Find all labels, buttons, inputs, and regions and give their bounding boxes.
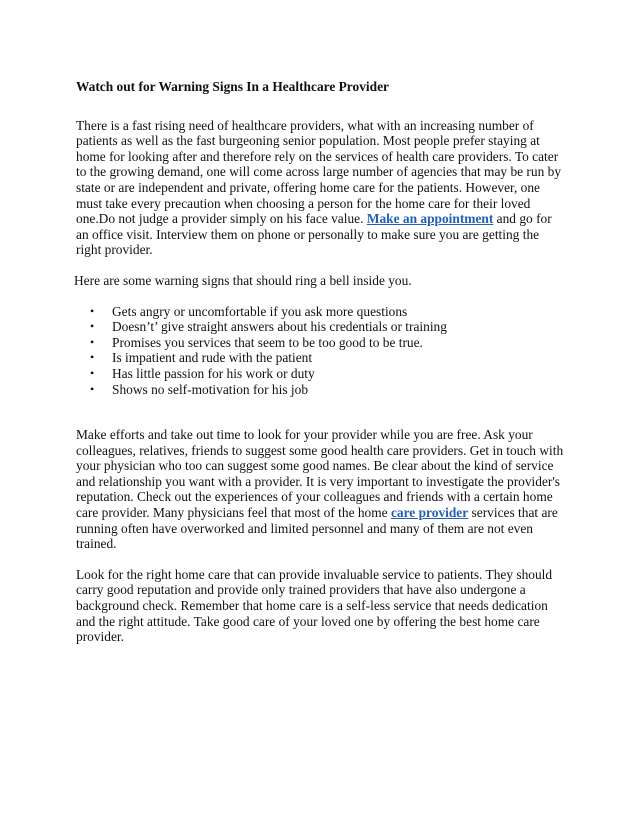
paragraph-text: Make efforts and take out time to look for your provider while you are free. Ask your colleagues, relatives, friends to suggest some good health care providers. Get in touch with your physician who too can suggest some good names. Be clear about the kind of service and relationship you want with a provider. It is very important to investigate the provider's reputation. Check out the experiences of your colleagues and friends with a certain home care provider. Many physicians feel that most of the home <box>76 427 564 521</box>
paragraph-text: and go for an office visit. Interview them on phone or personally to make sure you are getting the right provider. <box>76 211 552 258</box>
list-item-text: Promises you services that seem to be too good to be true. <box>112 334 423 350</box>
paragraph-text: There is a fast rising need of healthcare providers, what with an increasing number of patients as well as the fast burgeoning senior population. Most people prefer staying at home for looking after and therefore rely on the services of health care providers. To cater to the growing demand, one will come across large number of agencies that may be run by state or are independent and private, offering home care for the patients. However, one must take every precaution when choosing a person for the home care for their loved one.Do not judge a provider simply on his face value. <box>76 117 562 227</box>
paragraph-finding-provider <box>76 427 566 552</box>
make-appointment-link[interactable]: Make an appointment <box>366 211 494 227</box>
paragraph-right-home-care: Look for the right home care that can provide invaluable service to patients. They should carry good reputation and provide only trained providers that have also undergone a background check. Remember that home care is a self-less service that needs dedication and the right attitude. Take good care of your loved one by offering the best home care provider. <box>76 566 553 645</box>
care-provider-link[interactable]: care provider <box>390 505 469 521</box>
list-item <box>88 319 566 335</box>
bullet-icon: • <box>90 350 95 365</box>
bullet-icon: • <box>90 365 95 380</box>
bullet-icon: • <box>90 319 95 334</box>
list-item <box>88 304 566 320</box>
document-title: Watch out for Warning Signs In a Healthcare Provider <box>76 79 389 94</box>
document-body <box>76 79 566 660</box>
list-item-text: Is impatient and rude with the patient <box>112 350 313 366</box>
warning-signs-intro: Here are some warning signs that should ring a bell inside you. <box>74 272 412 288</box>
list-item-text: Shows no self-motivation for his job <box>112 381 309 397</box>
list-item <box>88 382 566 398</box>
list-item <box>88 350 566 366</box>
list-item <box>88 335 566 351</box>
bullet-icon: • <box>90 334 95 349</box>
list-item-text: Has little passion for his work or duty <box>112 365 315 381</box>
bullet-icon: • <box>90 381 95 396</box>
bullet-icon: • <box>90 303 95 318</box>
warning-signs-list <box>76 304 566 398</box>
list-item-text: Gets angry or uncomfortable if you ask more questions <box>112 303 408 319</box>
list-item-text: Doesn’t’ give straight answers about his credentials or training <box>112 319 447 335</box>
paragraph-intro-need <box>76 118 566 258</box>
list-item <box>88 366 566 382</box>
paragraph-text: services that are running often have overworked and limited personnel and many of them are not even trained. <box>76 505 558 552</box>
